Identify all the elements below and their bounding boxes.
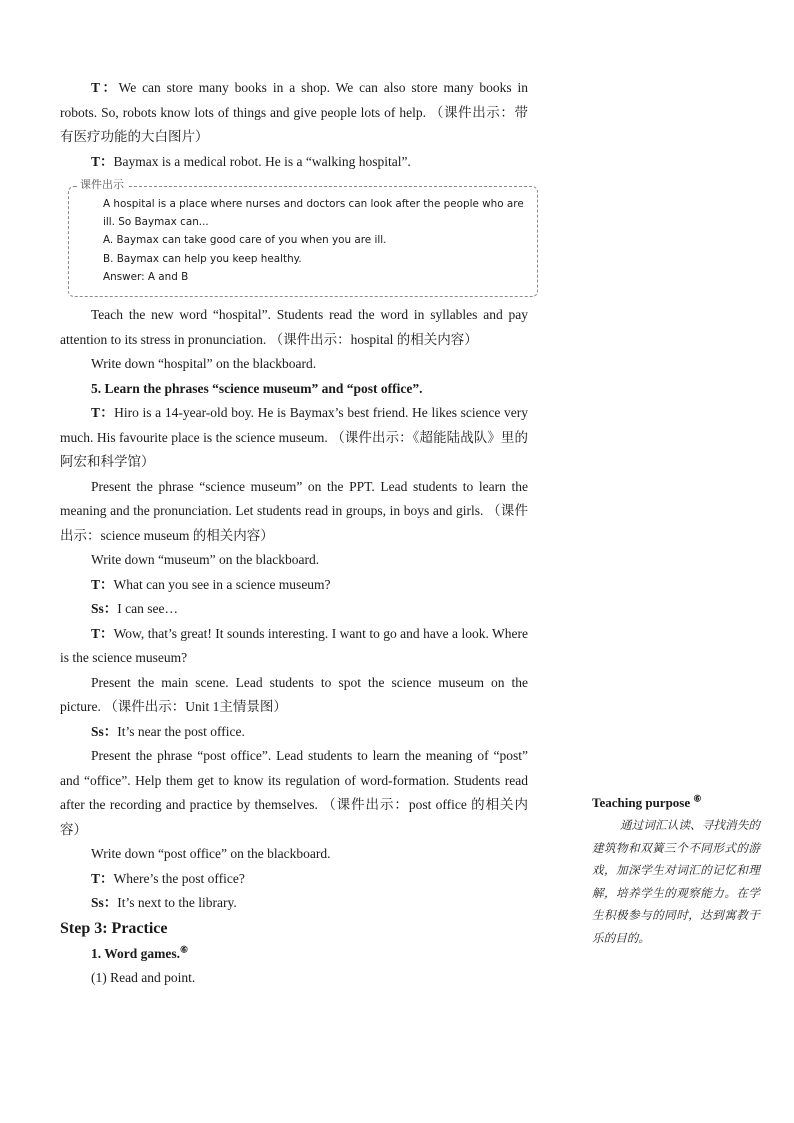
line-text: Baymax is a medical robot. He is a “walking hospital”. — [113, 153, 411, 169]
footnote-mark: ⑥ — [180, 944, 189, 955]
line-text: It’s next to the library. — [117, 895, 237, 911]
paragraph: Present the phrase “science museum” on the PPT. Lead students to learn the meaning and the pronunciation. Let students read in groups, in boys and girls. （课件出示：science museum 的相关内容） — [60, 478, 528, 543]
paragraph: Present the main scene. Lead students to spot the science museum on the picture. （课件出示：Unit 1主情景图） — [60, 674, 528, 715]
teaching-purpose-title-text: Teaching purpose — [592, 795, 691, 810]
courseware-box — [68, 178, 538, 297]
paragraph: Write down “post office” on the blackboard. — [91, 846, 331, 862]
speaker-label: T： — [91, 576, 114, 592]
dialogue-line — [60, 622, 528, 671]
courseware-line: A hospital is a place where nurses and doctors can look after the people who are ill. So Baymax can... — [103, 198, 524, 229]
dialogue-line — [60, 401, 528, 475]
line-text: I can see… — [117, 601, 178, 617]
dialogue-line — [60, 76, 528, 150]
section-heading: 5. Learn the phrases “science museum” and “post office”. — [91, 380, 423, 396]
speaker-label: Ss： — [91, 601, 118, 617]
courseware-box-label: 课件出示 — [77, 178, 127, 192]
dialogue-line — [60, 867, 528, 892]
speaker-label: T： — [91, 153, 114, 169]
line-text: Where’s the post office? — [113, 870, 245, 886]
line-text: It’s near the post office. — [117, 723, 245, 739]
speaker-label: Ss： — [91, 895, 118, 911]
speaker-label: T： — [91, 405, 115, 421]
teaching-purpose-body: 通过词汇认读、寻找消失的建筑物和双簧三个不同形式的游戏，加深学生对词汇的记忆和理解，培养学生的观察能力。在学生积极参与的同时，达到寓教于乐的目的。 — [592, 818, 760, 945]
lesson-plan-body — [60, 76, 528, 991]
paragraph: Present the phrase “post office”. Lead students to learn the meaning of “post” and “office”. Help them get to know its regulation of word-formation. Students read after the recording and practice by themselves. （课件出示：post office 的相关内容） — [60, 748, 528, 837]
dialogue-line — [60, 573, 528, 598]
line-text: Hiro is a 14-year-old boy. He is Baymax’s best friend. He likes science very much. His favourite place is the science museum. （课件出示：《超能陆战队》里的阿宏和科学馆） — [60, 405, 528, 470]
footnote-mark: ⑥ — [693, 793, 702, 804]
step-heading: Step 3: Practice — [60, 919, 168, 937]
paragraph: Teach the new word “hospital”. Students read the word in syllables and pay attention to its stress in pronunciation. （课件出示：hospital 的相关内容） — [60, 307, 528, 347]
paragraph: Write down “hospital” on the blackboard. — [91, 356, 317, 372]
subsection-heading — [60, 942, 528, 967]
dialogue-line — [60, 720, 528, 745]
courseware-line: B. Baymax can help you keep healthy. — [103, 252, 302, 265]
teaching-purpose-note — [592, 792, 760, 949]
paragraph: (1) Read and point. — [91, 970, 196, 986]
dialogue-line — [60, 891, 528, 916]
line-text: What can you see in a science museum? — [113, 576, 331, 592]
dialogue-line — [60, 150, 528, 175]
line-text: We can store many books in a shop. We can also store many books in robots. So, robots know lots of things and give people lots of help. （课件出示：带有医疗功能的大白图片） — [60, 80, 529, 144]
speaker-label: T： — [91, 80, 119, 95]
courseware-line: Answer: A and B — [103, 270, 189, 283]
subsection-title: 1. Word games. — [91, 945, 181, 961]
speaker-label: T： — [91, 625, 114, 641]
paragraph: Write down “museum” on the blackboard. — [91, 552, 320, 568]
courseware-line: A. Baymax can take good care of you when you are ill. — [103, 234, 387, 247]
dialogue-line — [60, 597, 528, 622]
line-text: Wow, that’s great! It sounds interesting. I want to go and have a look. Where is the science museum? — [60, 625, 528, 666]
speaker-label: Ss： — [91, 723, 118, 739]
teaching-purpose-title — [592, 792, 760, 814]
speaker-label: T： — [91, 870, 114, 886]
